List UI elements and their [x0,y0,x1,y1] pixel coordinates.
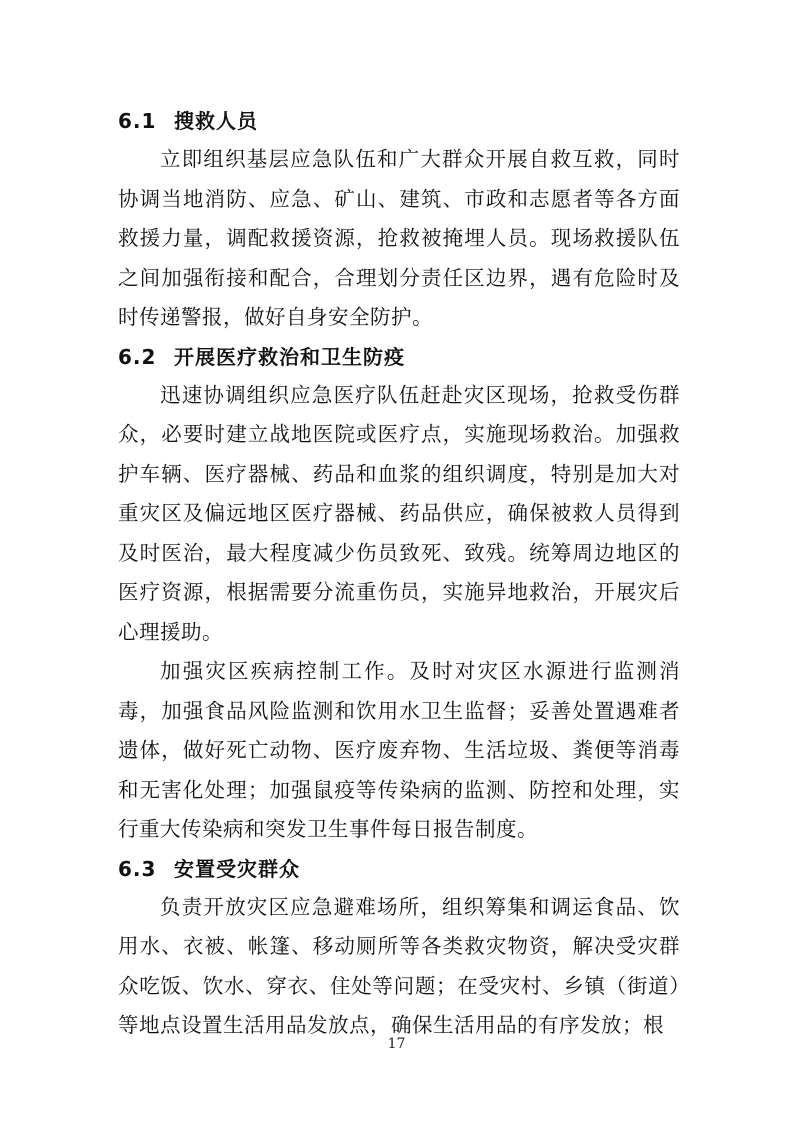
section-heading-6-1 [118,102,680,140]
page-body [118,102,680,1046]
section-paragraph: 加强灾区疾病控制工作。及时对灾区水源进行监测消毒，加强食品风险监测和饮用水卫生监督；妥善处置遇难者遗体，做好死亡动物、医疗废弃物、生活垃圾、粪便等消毒和无害化处理；加强鼠疫等传染病的监测、防控和处理，实行重大传染病和突发卫生事件每日报告制度。 [118,659,680,841]
section-heading-6-2 [118,338,680,376]
section-paragraph: 负责开放灾区应急避难场所，组织筹集和调运食品、饮用水、衣被、帐篷、移动厕所等各类救灾物资，解决受灾群众吃饭、饮水、穿衣、住处等问题；在受灾村、乡镇（街道）等地点设置生活用品发放点，确保生活用品的有序发放；根 [118,894,680,1037]
section-title: 开展医疗救治和卫生防疫 [174,344,405,369]
section-heading-6-3 [118,850,680,888]
page-number: 17 [387,1036,406,1052]
section-paragraph: 立即组织基层应急队伍和广大群众开展自救互救，同时协调当地消防、应急、矿山、建筑、市政和志愿者等各方面救援力量，调配救援资源，抢救被掩埋人员。现场救援队伍之间加强衔接和配合，合理划分责任区边界，遇有危险时及时传递警报，做好自身安全防护。 [118,147,680,329]
section-number: 6.1 [118,109,157,133]
section-number: 6.3 [118,856,157,881]
section-number: 6.2 [118,344,157,369]
section-title: 搜救人员 [174,109,258,133]
section-paragraph: 迅速协调组织应急医疗队伍赶赴灾区现场，抢救受伤群众，必要时建立战地医院或医疗点，实施现场救治。加强救护车辆、医疗器械、药品和血浆的组织调度，特别是加大对重灾区及偏远地区医疗器械、药品供应，确保被救人员得到及时医治，最大程度减少伤员致死、致残。统筹周边地区的医疗资源，根据需要分流重伤员，实施异地救治，开展灾后心理援助。 [118,382,680,644]
section-title: 安置受灾群众 [174,856,300,881]
